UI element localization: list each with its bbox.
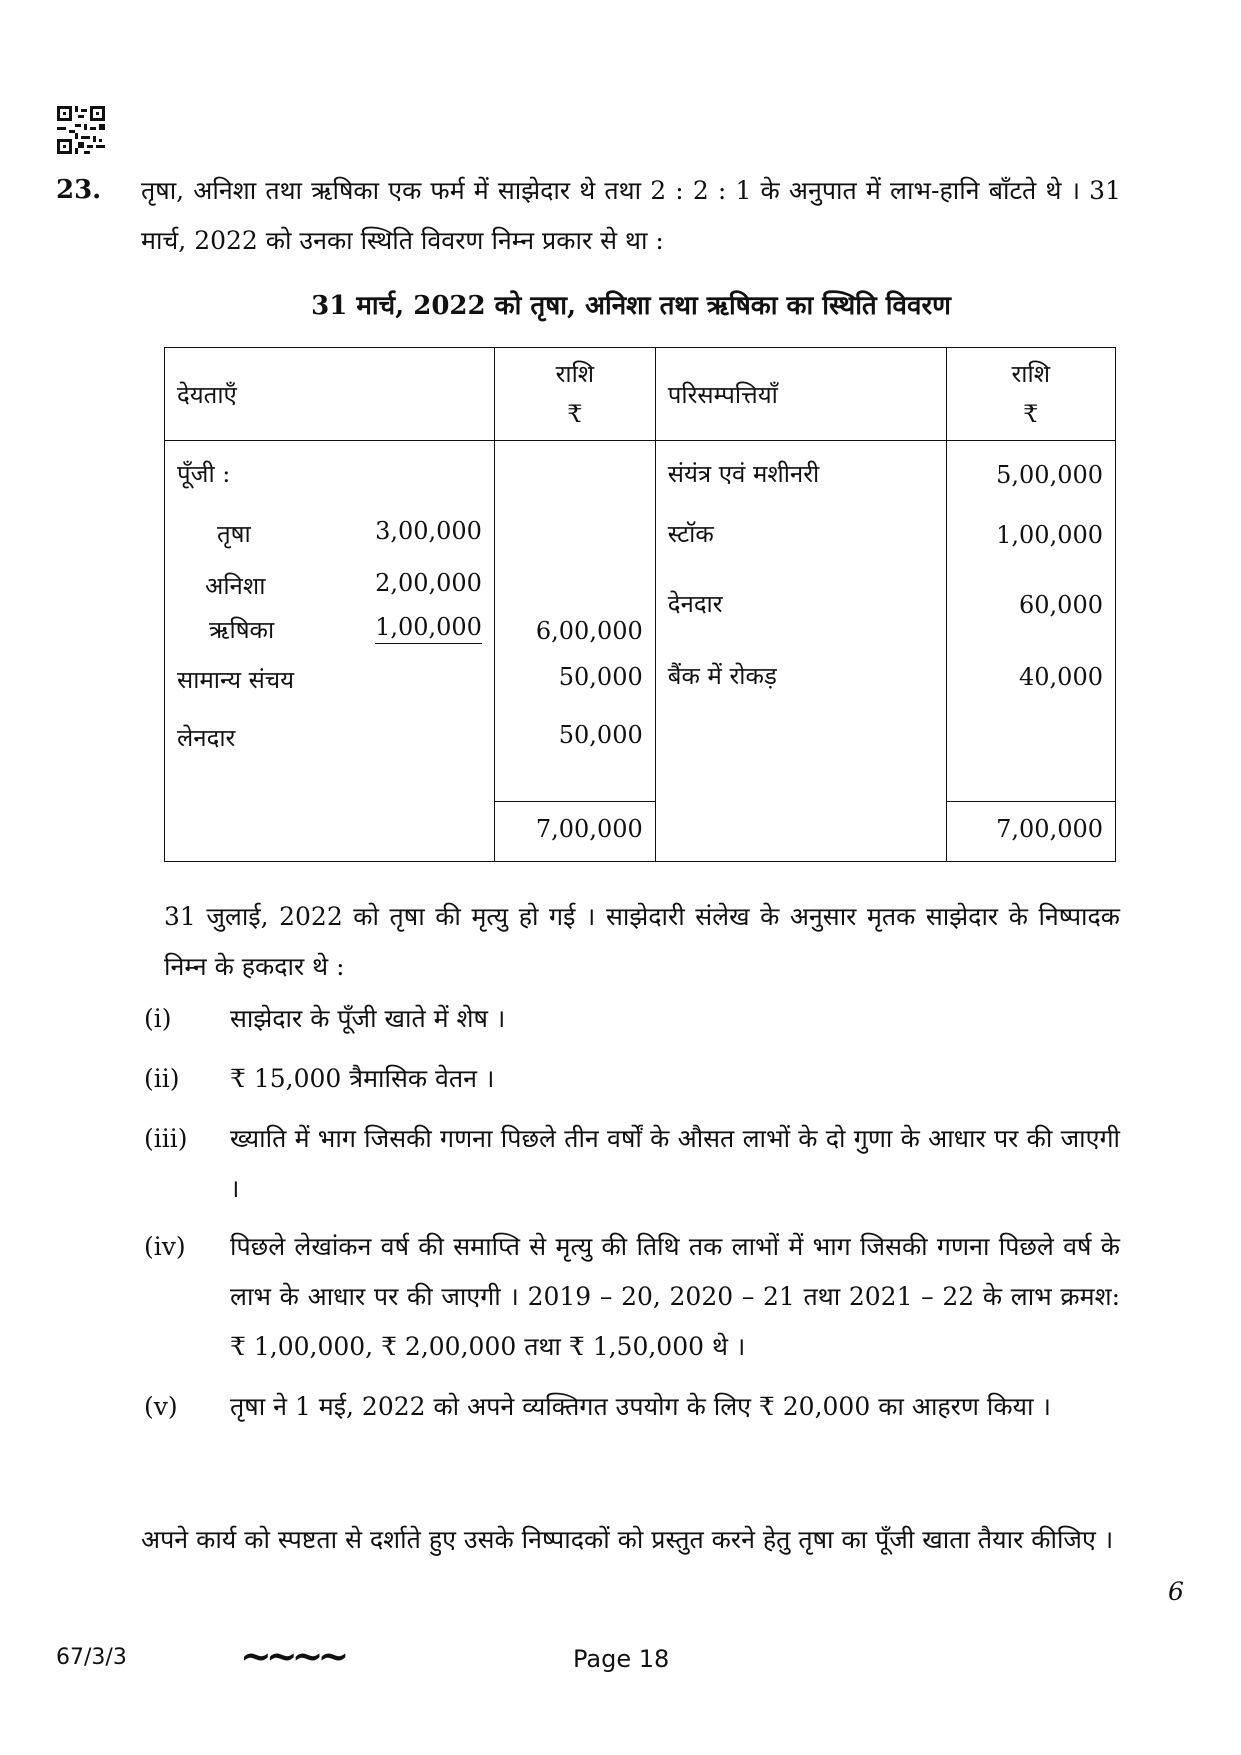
partner-capital: 1,00,000 <box>375 613 482 644</box>
total-rule <box>495 801 655 802</box>
total-assets: 7,00,000 <box>996 815 1103 843</box>
marks: 6 <box>1168 1577 1184 1606</box>
item-label: (i) <box>144 1004 172 1033</box>
death-paragraph: 31 जुलाई, 2022 को तृषा की मृत्यु हो गई । साझेदारी संलेख के अनुसार मृतक साझेदार के निष्पादक निम्न के हकदार थे : <box>164 902 1120 981</box>
item-text: ख्याति में भाग जिसकी गणना पिछले तीन वर्षों के औसत लाभों के दो गुणा के आधार पर की जाएगी । <box>230 1124 1120 1203</box>
currency-symbol: ₹ <box>567 400 583 428</box>
liabilities-cell <box>165 441 495 862</box>
page-number: Page 18 <box>573 1645 670 1673</box>
partner-capital: 2,00,000 <box>375 569 482 597</box>
item-text: तृषा ने 1 मई, 2022 को अपने व्यक्तिगत उपयोग के लिए ₹ 20,000 का आहरण किया । <box>230 1392 1051 1421</box>
general-reserve-label: सामान्य संचय <box>177 666 295 694</box>
asset-label: स्टॉक <box>667 520 714 548</box>
item-text: साझेदार के पूँजी खाते में शेष । <box>230 1004 506 1033</box>
partner-name: ऋषिका <box>209 616 275 644</box>
general-reserve-amount: 50,000 <box>558 663 643 691</box>
currency-symbol: ₹ <box>1023 400 1039 428</box>
item-text: ₹ 15,000 त्रैमासिक वेतन । <box>230 1064 495 1093</box>
table-header-row <box>165 348 1116 441</box>
item-text: पिछले लेखांकन वर्ष की समाप्ति से मृत्यु की तिथि तक लाभों में भाग जिसकी गणना पिछले वर्ष के लाभ के आधार पर की जाएगी । 2019 – 20, 2020 – 21 तथा 2021 – 22 के लाभ क्रमश: ₹ 1,00,000, ₹ 2,00,000 तथा ₹ 1,50,000 थे । <box>230 1232 1120 1361</box>
assets-header: परिसम्पत्तियाँ <box>655 348 946 441</box>
asset-amount: 40,000 <box>1019 663 1103 691</box>
table-body-row <box>165 441 1116 862</box>
asset-label: बैंक में रोकड़ <box>667 662 777 690</box>
partner-capital: 3,00,000 <box>375 517 482 545</box>
asset-amount: 1,00,000 <box>996 521 1103 549</box>
question-intro: तृषा, अनिशा तथा ऋषिका एक फर्म में साझेदार थे तथा 2 : 2 : 1 के अनुपात में लाभ-हानि बाँटते थे । 31 मार्च, 2022 को उनका स्थिति विवरण निम्न प्रकार से था : <box>141 176 1121 255</box>
item-label: (iii) <box>144 1124 188 1153</box>
paper-code: 67/3/3 <box>56 1645 127 1670</box>
capital-total: 6,00,000 <box>535 617 643 645</box>
instruction-paragraph: अपने कार्य को स्पष्टता से दर्शाते हुए उसके निष्पादकों को प्रस्तुत करने हेतु तृषा का पूँजी खाता तैयार कीजिए । <box>141 1525 1114 1554</box>
table-title: 31 मार्च, 2022 को तृषा, अनिशा तथा ऋषिका का स्थिति विवरण <box>311 291 951 321</box>
asset-amount: 60,000 <box>1019 591 1103 619</box>
liabilities-amount-cell <box>494 441 655 862</box>
partner-name: अनिशा <box>205 572 266 600</box>
capital-label: पूँजी : <box>177 460 231 488</box>
asset-label: संयंत्र एवं मशीनरी <box>667 460 820 488</box>
amount-label: राशि <box>555 360 595 388</box>
amount-label: राशि <box>1011 360 1051 388</box>
asset-label: देनदार <box>667 590 723 618</box>
creditors-label: लेनदार <box>177 724 236 752</box>
wave-ornament: ~~~~ <box>240 1633 344 1678</box>
creditors-amount: 50,000 <box>558 721 643 749</box>
item-label: (v) <box>144 1392 178 1421</box>
asset-amount: 5,00,000 <box>996 461 1103 489</box>
assets-cell <box>655 441 946 862</box>
liabilities-amount-header <box>494 348 655 441</box>
qr-code-icon <box>57 106 105 154</box>
total-rule <box>947 801 1115 802</box>
balance-sheet-table <box>164 347 1116 862</box>
assets-amount-header <box>946 348 1115 441</box>
item-label: (ii) <box>144 1064 180 1093</box>
liabilities-header: देयताएँ <box>165 348 495 441</box>
assets-amount-cell <box>946 441 1115 862</box>
total-liabilities: 7,00,000 <box>535 815 643 843</box>
item-label: (iv) <box>144 1232 186 1261</box>
question-number: 23. <box>56 175 102 205</box>
partner-name: तृषा <box>217 520 251 548</box>
